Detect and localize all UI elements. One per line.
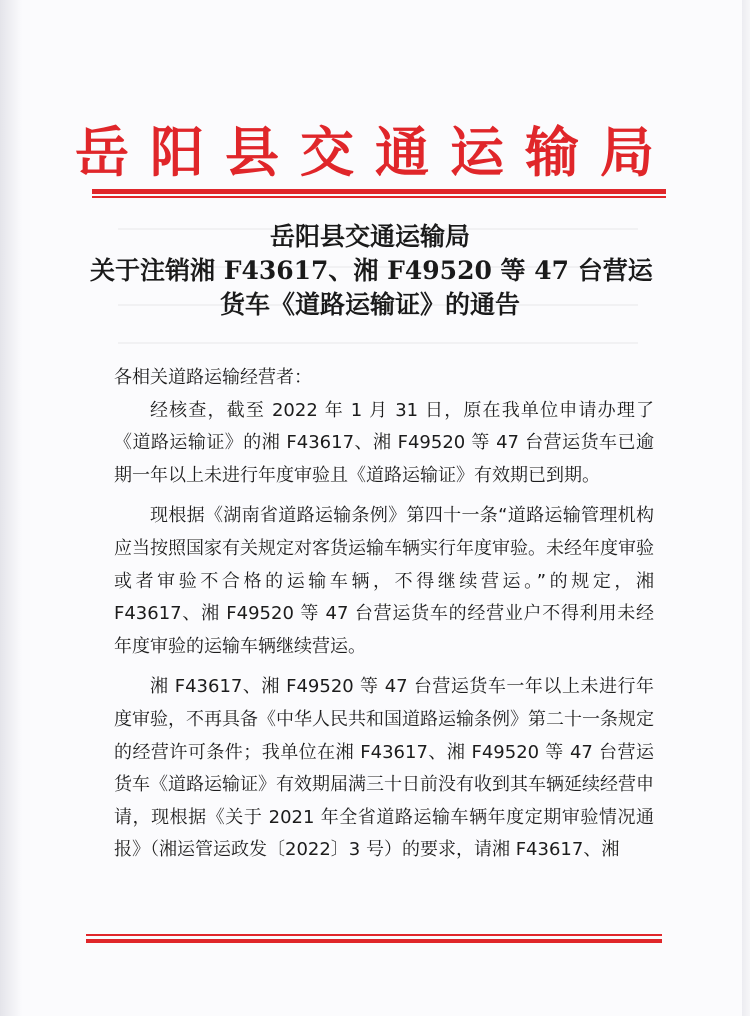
letterhead-rule-thin: [92, 196, 666, 198]
title-line-3: 货车《道路运输证》的通告: [219, 290, 520, 319]
salutation: 各相关道路运输经营者：: [114, 367, 312, 388]
document-body: [114, 362, 654, 867]
title-line-2: 关于注销湘 F43617、湘 F49520 等 47 台营运: [90, 256, 653, 285]
footer-rule-thick: [86, 939, 662, 943]
paragraph-3: 湘 F43617、湘 F49520 等 47 台营运货车一年以上未进行年度审验，不再具备《中华人民共和国道路运输条例》第二十一条规定的经营许可条件；我单位在湘 F43617、湘 F49520 等 47 台营运货车《道路运输证》有效期届满三十日前没有收到其车辆延续经营申请，现根据《关于 2021 年全省道路运输车辆年度定期审验情况通报》（湘运管运政发〔2022〕3 号）的要求，请湘 F43617、湘: [114, 676, 654, 861]
title-line-1: 岳阳县交通运输局: [269, 222, 470, 251]
footer-rule-thin: [86, 934, 662, 936]
letterhead-org-name: 岳阳县交通运输局: [75, 120, 675, 184]
paragraph-1: 经核查，截至 2022 年 1 月 31 日，原在我单位申请办理了《道路运输证》的湘 F43617、湘 F49520 等 47 台营运货车已逾期一年以上未进行年度审验且《道路运输证》有效期已到期。: [114, 399, 654, 486]
paragraph-2: 现根据《湖南省道路运输条例》第四十一条“道路运输管理机构应当按照国家有关规定对客货运输车辆实行年度审验。未经年度审验或者审验不合格的运输车辆，不得继续营运。”的规定，湘 F43617、湘 F49520 等 47 台营运货车的经营业户不得利用未经年度审验的运输车辆继续营运。: [114, 505, 654, 657]
letterhead-rule-thick: [92, 189, 666, 194]
document-title: [90, 220, 653, 322]
